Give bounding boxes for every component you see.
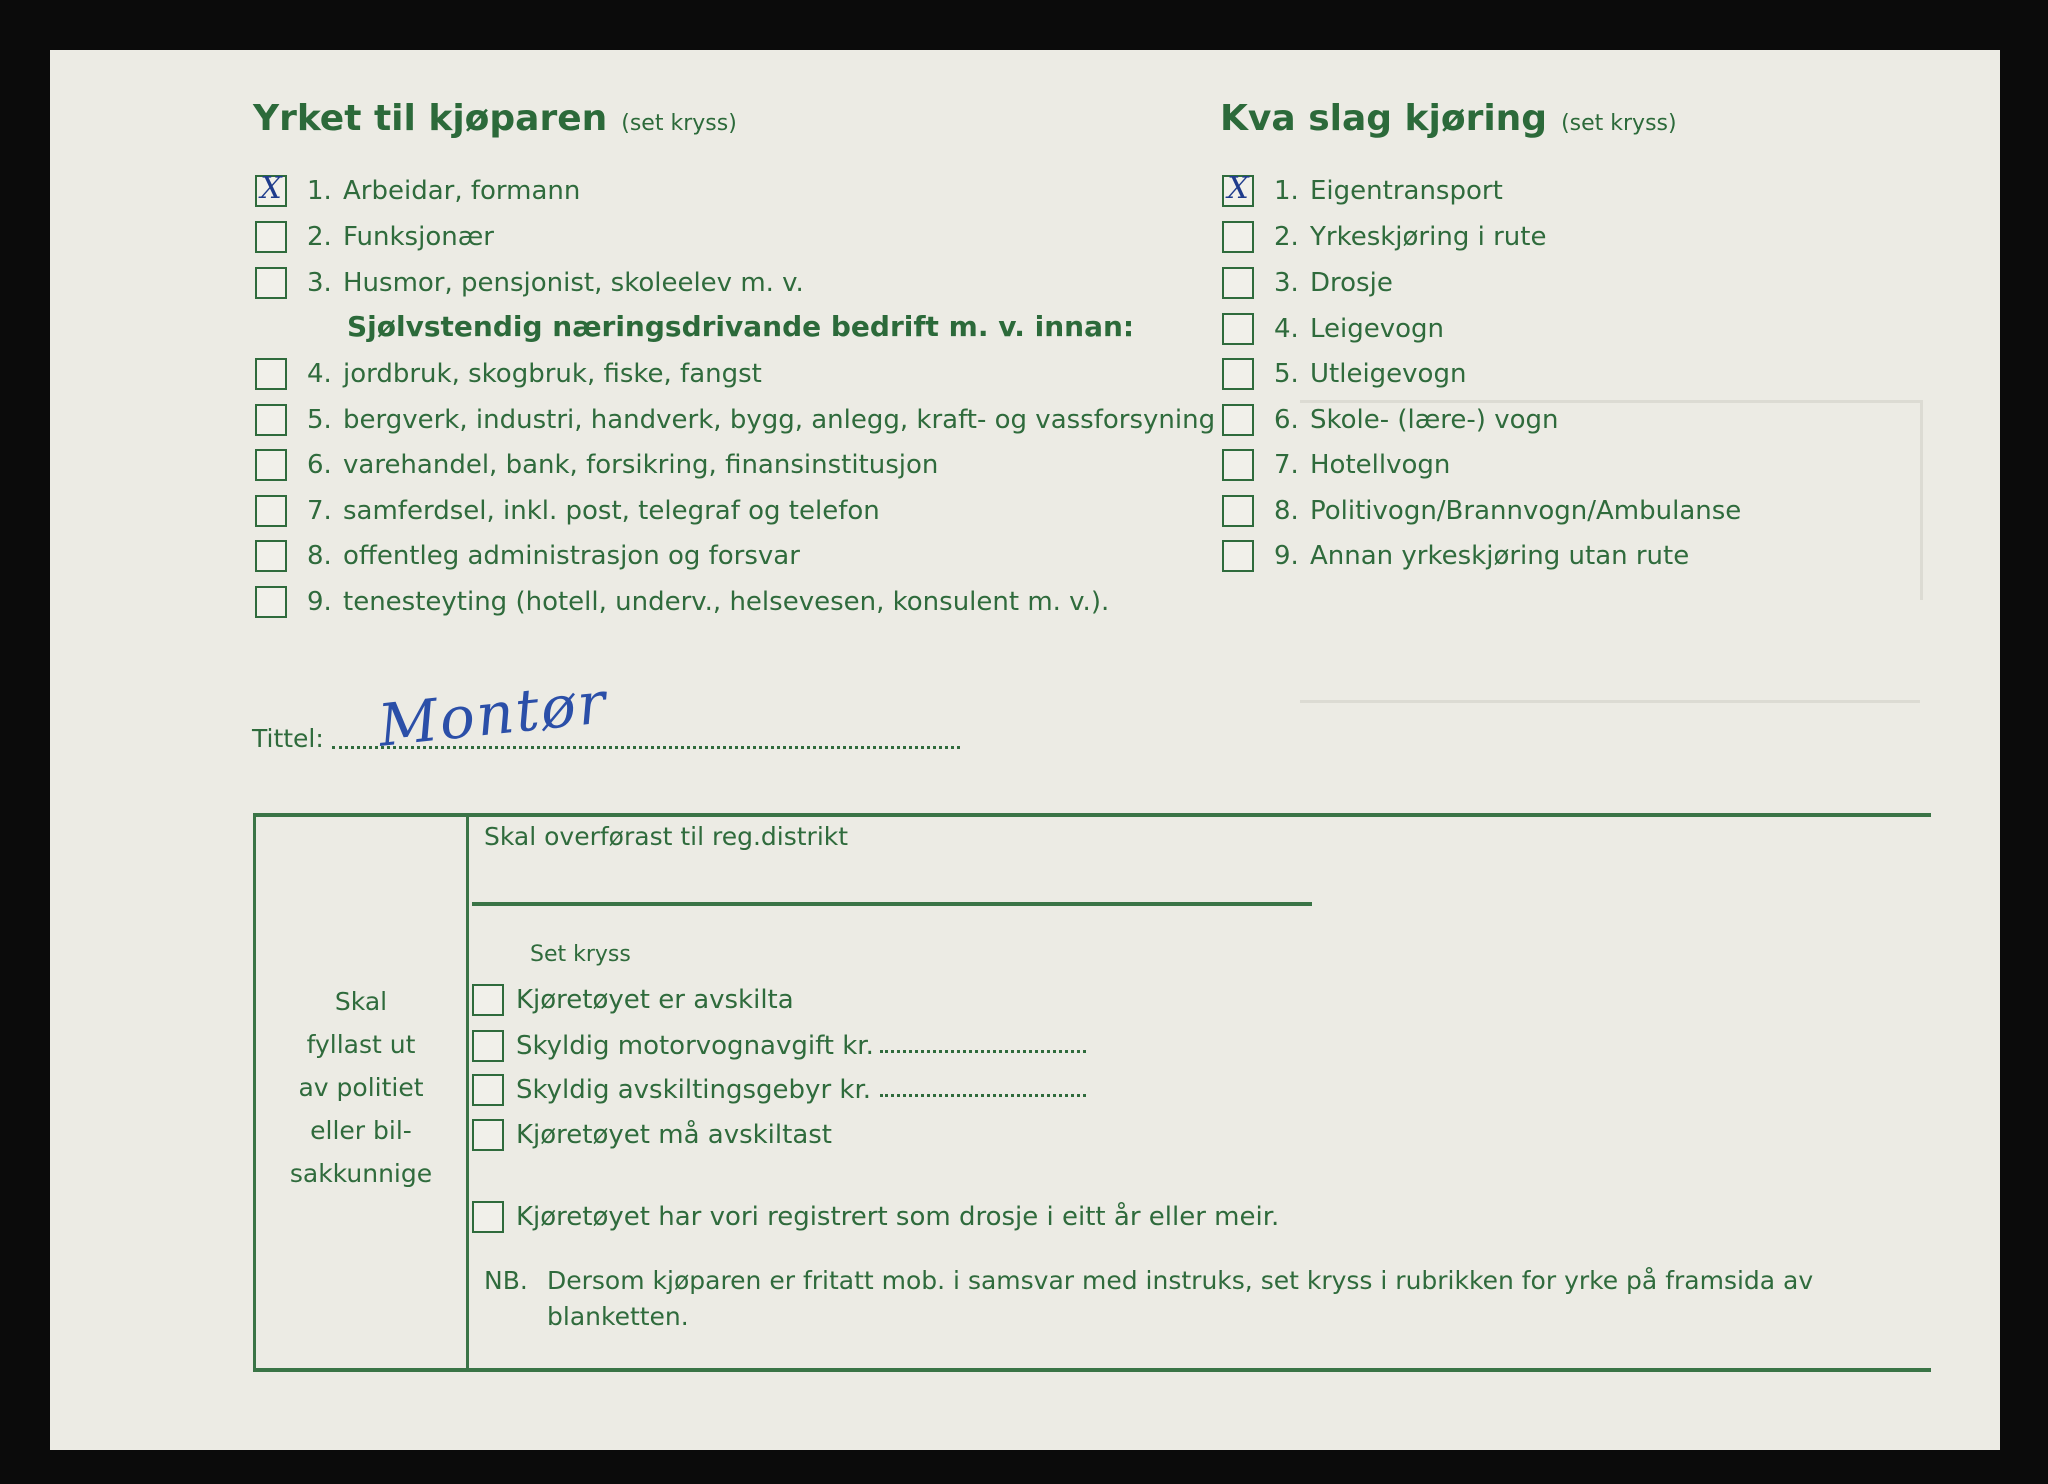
driving-checkbox-8[interactable]: [1222, 495, 1254, 527]
driving-checkbox-6[interactable]: [1222, 404, 1254, 436]
option-number: 7.: [307, 496, 332, 526]
option-label: varehandel, bank, forsikring, finansinstitusjon: [343, 450, 939, 480]
option-label: Politivogn/Brannvogn/Ambulanse: [1310, 496, 1742, 526]
check-mark: X: [260, 171, 282, 206]
plate-fee-amount-line[interactable]: [880, 1094, 1086, 1097]
occupation-checkbox-1[interactable]: [255, 171, 287, 207]
police-check-label: Skyldig avskiltingsgebyr kr.: [516, 1075, 872, 1105]
side-label-line: eller bil-: [310, 1116, 412, 1145]
driving-checkbox-3[interactable]: [1222, 267, 1254, 299]
side-label-line: sakkunnige: [289, 1159, 433, 1188]
bleed-line: [1300, 700, 1920, 703]
option-number: 8.: [307, 541, 332, 571]
option-label: Eigentransport: [1310, 176, 1503, 206]
option-label: Drosje: [1310, 268, 1393, 298]
option-label: tenesteyting (hotell, underv., helsevesen, konsulent m. v.).: [343, 587, 1110, 617]
occupation-option-4: [255, 357, 762, 391]
option-number: 6.: [1274, 405, 1299, 435]
police-check-5: [472, 1200, 1279, 1234]
occupation-checkbox-4[interactable]: [255, 358, 287, 390]
transfer-district-label: Skal overførast til reg.distrikt: [484, 822, 849, 851]
occupation-option-2: [255, 220, 494, 254]
police-box-top-border: [253, 813, 1931, 817]
driving-option-5: [1222, 357, 1466, 391]
option-label: Hotellvogn: [1310, 450, 1451, 480]
occupation-option-7: [255, 494, 880, 528]
driving-option-1: [1222, 171, 1503, 208]
option-label: offentleg administrasjon og forsvar: [343, 541, 800, 571]
occupation-checkbox-7[interactable]: [255, 495, 287, 527]
option-number: 9.: [1274, 541, 1299, 571]
title-field-value: Montør: [375, 668, 611, 760]
occupation-heading: [253, 98, 737, 139]
driving-type-hint: (set kryss): [1561, 111, 1677, 136]
option-number: 3.: [1274, 268, 1299, 298]
driving-checkbox-1[interactable]: [1222, 171, 1254, 207]
title-field-label: Tittel:: [252, 724, 324, 753]
driving-option-9: [1222, 539, 1689, 573]
driving-checkbox-9[interactable]: [1222, 540, 1254, 572]
option-number: 2.: [307, 222, 332, 252]
driving-type-heading-text: Kva slag kjøring: [1220, 98, 1548, 139]
self-employed-subheading: Sjølvstendig næringsdrivande bedrift m. v. innan:: [347, 310, 1135, 343]
driving-checkbox-7[interactable]: [1222, 449, 1254, 481]
nb-text-line-2: blanketten.: [547, 1302, 689, 1331]
transfer-district-line[interactable]: [472, 902, 1312, 906]
option-label: Annan yrkeskjøring utan rute: [1310, 541, 1690, 571]
occupation-option-5: [255, 403, 1215, 437]
option-label: Leigevogn: [1310, 314, 1445, 344]
occupation-checkbox-8[interactable]: [255, 540, 287, 572]
option-label: Funksjonær: [343, 222, 494, 252]
driving-option-7: [1222, 448, 1450, 482]
police-checkbox-2[interactable]: [472, 1030, 504, 1062]
option-number: 3.: [307, 268, 332, 298]
side-label-line: fyllast ut: [306, 1030, 416, 1059]
occupation-checkbox-6[interactable]: [255, 449, 287, 481]
option-number: 9.: [307, 587, 332, 617]
occupation-checkbox-9[interactable]: [255, 586, 287, 618]
police-check-3: [472, 1073, 871, 1107]
option-label: bergverk, industri, handverk, bygg, anlegg, kraft- og vassforsyning: [343, 405, 1216, 435]
option-label: Utleigevogn: [1310, 359, 1467, 389]
occupation-checkbox-3[interactable]: [255, 267, 287, 299]
driving-option-4: [1222, 312, 1444, 346]
option-label: Husmor, pensjonist, skoleelev m. v.: [343, 268, 804, 298]
option-number: 2.: [1274, 222, 1299, 252]
check-mark: X: [1227, 171, 1249, 206]
bleed-line: [1920, 400, 1923, 600]
driving-type-heading: [1220, 98, 1677, 139]
police-checkbox-1[interactable]: [472, 984, 504, 1016]
police-check-label: Kjøretøyet har vori registrert som drosje i eitt år eller meir.: [516, 1202, 1280, 1232]
driving-checkbox-4[interactable]: [1222, 313, 1254, 345]
occupation-option-3: [255, 266, 804, 300]
driving-option-3: [1222, 266, 1393, 300]
police-check-label: Kjøretøyet er avskilta: [516, 985, 794, 1015]
option-label: samferdsel, inkl. post, telegraf og telefon: [343, 496, 880, 526]
occupation-checkbox-5[interactable]: [255, 404, 287, 436]
driving-option-6: [1222, 403, 1559, 437]
police-box-bottom-border: [253, 1368, 1931, 1372]
option-label: Yrkeskjøring i rute: [1310, 222, 1547, 252]
occupation-heading-text: Yrket til kjøparen: [253, 98, 608, 139]
option-number: 5.: [307, 405, 332, 435]
police-checkbox-4[interactable]: [472, 1119, 504, 1151]
police-checkbox-5[interactable]: [472, 1201, 504, 1233]
occupation-option-1: [255, 171, 581, 208]
police-check-1: [472, 983, 794, 1017]
side-label-line: av politiet: [298, 1073, 424, 1102]
option-label: Arbeidar, formann: [343, 176, 581, 206]
police-box-divider: [466, 813, 469, 1372]
motor-fee-amount-line[interactable]: [880, 1050, 1086, 1053]
occupation-option-8: [255, 539, 800, 573]
police-checkbox-3[interactable]: [472, 1074, 504, 1106]
option-number: 4.: [1274, 314, 1299, 344]
form-sheet: [50, 50, 2000, 1450]
occupation-hint: (set kryss): [621, 111, 737, 136]
occupation-checkbox-2[interactable]: [255, 221, 287, 253]
driving-checkbox-2[interactable]: [1222, 221, 1254, 253]
side-label-line: Skal: [334, 987, 388, 1016]
police-check-label: Skyldig motorvognavgift kr.: [516, 1031, 874, 1061]
option-number: 1.: [307, 176, 332, 206]
occupation-option-6: [255, 448, 938, 482]
nb-label: NB.: [484, 1266, 528, 1295]
option-number: 6.: [307, 450, 332, 480]
nb-text-line-1: Dersom kjøparen er fritatt mob. i samsvar med instruks, set kryss i rubrikken for yrke på framsida av: [547, 1266, 1814, 1295]
set-kryss-label: Set kryss: [530, 942, 631, 967]
driving-option-2: [1222, 220, 1546, 254]
option-label: Skole- (lære-) vogn: [1310, 405, 1559, 435]
police-check-2: [472, 1029, 874, 1063]
option-number: 7.: [1274, 450, 1299, 480]
option-number: 4.: [307, 359, 332, 389]
option-number: 5.: [1274, 359, 1299, 389]
option-label: jordbruk, skogbruk, fiske, fangst: [343, 359, 762, 389]
police-side-label: [256, 980, 466, 1195]
option-number: 1.: [1274, 176, 1299, 206]
police-check-label: Kjøretøyet må avskiltast: [516, 1120, 832, 1150]
driving-checkbox-5[interactable]: [1222, 358, 1254, 390]
option-number: 8.: [1274, 496, 1299, 526]
police-check-4: [472, 1118, 832, 1152]
occupation-option-9: [255, 585, 1109, 619]
driving-option-8: [1222, 494, 1741, 528]
